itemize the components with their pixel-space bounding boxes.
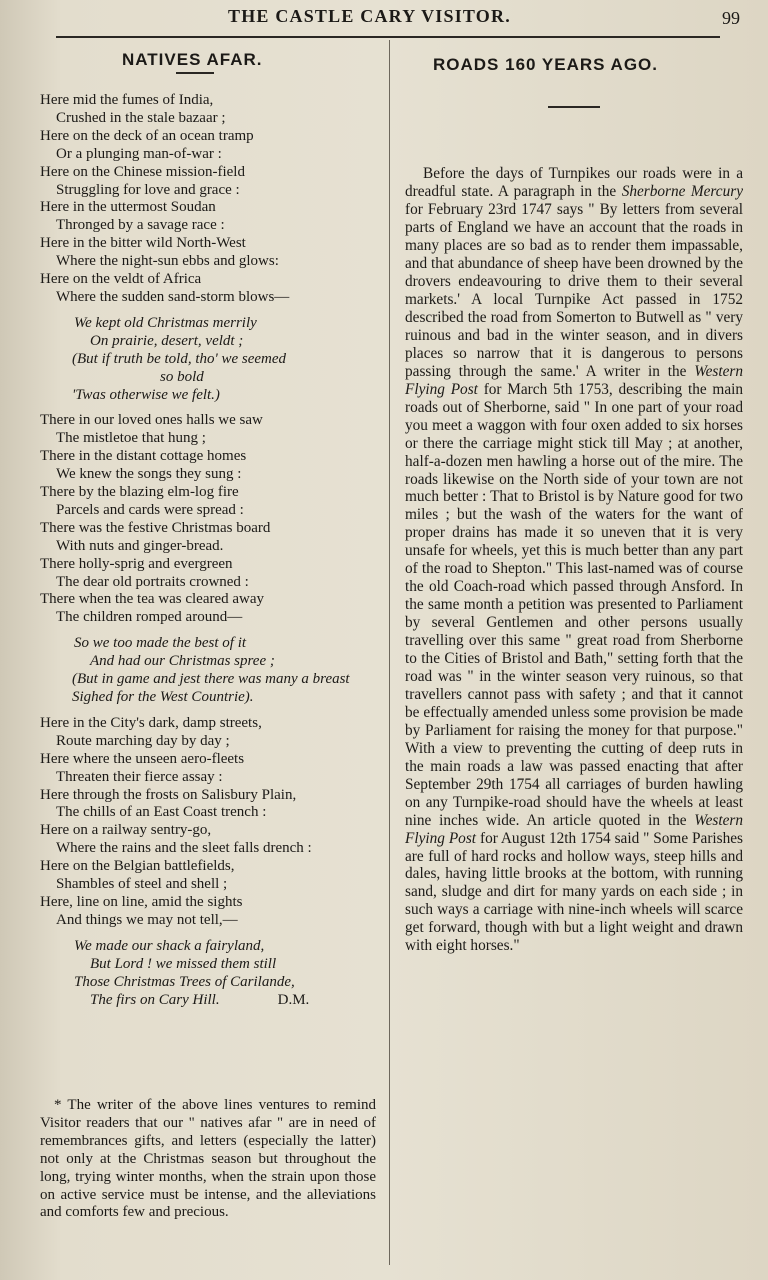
poem	[40, 92, 380, 1009]
poem-line: so bold	[160, 368, 204, 385]
poem-line: Struggling for love and grace :	[56, 181, 240, 198]
poem-line: There by the blazing elm-log fire	[40, 484, 239, 501]
poem-line: Where the rains and the sleet falls drench :	[56, 840, 312, 857]
stanza-gap	[40, 627, 380, 635]
poem-line: Here on the Belgian battlefields,	[40, 858, 235, 875]
poem-line: There in our loved ones halls we saw	[40, 412, 263, 429]
article-body	[405, 165, 743, 955]
poem-line: And things we may not tell,—	[56, 911, 238, 928]
poem-signature: D.M.	[277, 991, 310, 1008]
poem-line: So we too made the best of it	[74, 635, 247, 652]
article-text: for February 23rd 1747 says " By letters from several parts of England we have an account that the roads in many places are so bad as to render them impassable, and that abundance of sheep have been drowned by the drovers endeavouring to drive them to their several markets.' A local Turnpike Act passed in 1752 described the road from Somerton to Butwell as " very ruinous and bad in the winter season, and in divers places so narrow that it is dangerous to persons passing through the same.' A writer in the	[405, 201, 743, 380]
article-text: for March 5th 1753, describing the main roads out of Sherborne, said " In one part of your road you meet a waggon with four oxen added to six horses or there the carriage might stick till May ; at another, half-a-dozen men hawling a horse out of the mire. The roads likewise on the North side of your town are not much better : That to Bristol is by Nature good for two miles ; but the wash of the waters for the want of proper drains has made it so uneven that it is very unsafe for wheels, yet this is much better than any part of the road to Shepton." This last-named was of course the old Coach-road which passed through Ansford. In the same month a petition was presented to Parliament by several Gentlemen and other persons usually travelling over this same " great road from Sherborne to the Cities of Bristol and Bath," setting forth that the road was " in the winter season very ruinous, so that travellers cannot pass with safety ; and that it cannot be effectually amended unless some provision be made by Parliament for raising the money for that purpose." With a view to preventing the cutting of deep ruts in the main roads a law was passed enacting that after September 29th 1754 all carriages of burden hawling on any Turnpike-road should have the wheels at least nine inches wide. An article quoted in the	[405, 380, 744, 829]
header-rule	[56, 36, 720, 38]
poem-line: Here on a railway sentry-go,	[40, 822, 212, 839]
poem-line: Shambles of steel and shell ;	[56, 876, 228, 893]
poem-title-rule	[176, 72, 214, 74]
poem-line: Those Christmas Trees of Carilande,	[74, 973, 295, 990]
poem-line: The dear old portraits crowned :	[56, 573, 249, 590]
poem-line: And had our Christmas spree ;	[90, 653, 275, 670]
poem-line: There was the festive Christmas board	[40, 519, 271, 536]
stanza-gap	[40, 307, 380, 315]
poem-line: Where the night-sun ebbs and glows:	[56, 253, 279, 270]
poem-line: (But if truth be told, tho' we seemed	[72, 350, 287, 367]
poem-line: Here through the frosts on Salisbury Plain,	[40, 786, 297, 803]
column-divider	[389, 40, 390, 1265]
poem-line: Thronged by a savage race :	[56, 217, 225, 234]
poem-title: NATIVES AFAR.	[122, 50, 263, 69]
poem-line: Sighed for the West Countrie).	[72, 689, 254, 705]
poem-line: (But in game and jest there was many a breast	[72, 671, 350, 688]
poem-line: The mistletoe that hung ;	[56, 430, 206, 447]
poem-line: Here, line on line, amid the sights	[40, 893, 243, 910]
poem-line: 'Twas otherwise we felt.)	[72, 386, 220, 403]
article-text: for August 12th 1754 said " Some Parishes are full of hard rocks and hollow ways, steep hills and dales, having little brooks at the bottom, with running sand, sludge and dirt for many yards on each side ; in such ways a carriage with nine-inch wheels will scarce get forward, though with but a light weight and drawn with eight horses."	[405, 829, 744, 955]
poem-line: But Lord ! we missed them still	[90, 955, 277, 972]
poem-line: Parcels and cards were spread :	[56, 501, 244, 518]
publication-name: Western Flying Post	[405, 811, 743, 847]
poem-line: Here on the Chinese mission-field	[40, 163, 245, 180]
poem-line: Here in the City's dark, damp streets,	[40, 714, 262, 731]
stanza-gap	[40, 707, 380, 715]
poem-line: With nuts and ginger-bread.	[56, 537, 224, 554]
poem-line: There when the tea was cleared away	[40, 591, 265, 608]
poem-line: On prairie, desert, veldt ;	[90, 332, 244, 349]
poem-line: We kept old Christmas merrily	[74, 314, 257, 331]
poem-line: Threaten their fierce assay :	[56, 768, 223, 785]
article-title: ROADS 160 YEARS AGO.	[433, 55, 659, 74]
poem-line: Here in the bitter wild North-West	[40, 235, 246, 252]
poem-line: Here in the uttermost Soudan	[40, 199, 216, 216]
poem-line: There holly-sprig and evergreen	[40, 555, 233, 572]
running-header	[0, 4, 768, 30]
poem-line: Crushed in the stale bazaar ;	[56, 109, 226, 126]
editor-note: * The writer of the above lines ventures to remind Visitor readers that our " natives afar " are in need of remembrances gifts, and letters (especially the latter) not only at the Christmas season but throughout the long, trying winter months, when the strain upon those on active service must be intense, and the alleviations and comforts few and precious.	[40, 1097, 376, 1221]
poem-line: Here where the unseen aero-fleets	[40, 750, 245, 767]
poem-line: Route marching day by day ;	[56, 732, 230, 749]
poem-line: Here mid the fumes of India,	[40, 92, 214, 108]
publication-name: Sherborne Mercury	[621, 183, 743, 201]
article-title-rule	[548, 106, 600, 108]
poem-line-text: The firs on Cary Hill.	[90, 991, 220, 1008]
poem-line: The chills of an East Coast trench :	[56, 804, 267, 821]
running-title: THE CASTLE CARY VISITOR.	[228, 6, 511, 26]
poem-line: Here on the deck of an ocean tramp	[40, 127, 254, 144]
publication-name: Western Flying Post	[405, 362, 743, 398]
page-number: 99	[722, 8, 740, 28]
poem-line: We made our shack a fairyland,	[74, 937, 265, 954]
poem-line: The children romped around—	[56, 609, 243, 626]
poem-line: There in the distant cottage homes	[40, 448, 247, 465]
poem-line: We knew the songs they sung :	[56, 466, 242, 483]
stanza-gap	[40, 930, 380, 938]
article-text: Before the days of Turnpikes our roads were in a dreadful state. A paragraph in the	[405, 165, 743, 201]
stanza-gap	[40, 404, 380, 412]
poem-line	[40, 992, 380, 1010]
poem-line: Where the sudden sand-storm blows—	[56, 288, 290, 305]
poem-line: Or a plunging man-of-war :	[56, 145, 222, 162]
poem-line: Here on the veldt of Africa	[40, 271, 202, 288]
